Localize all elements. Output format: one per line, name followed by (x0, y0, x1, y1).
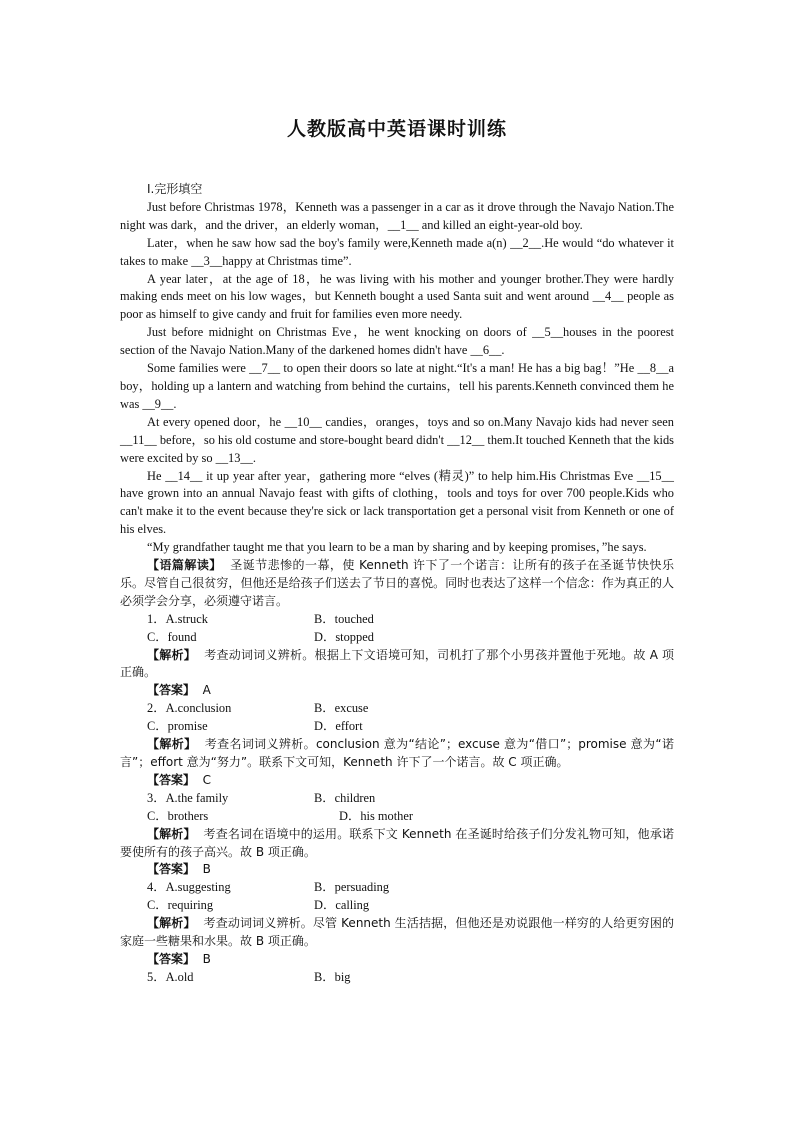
option-d: D．stopped (314, 629, 374, 644)
analysis-note (120, 736, 674, 772)
section-heading: Ⅰ.完形填空 (147, 182, 203, 196)
option-b: B．children (314, 790, 376, 805)
passage-paragraph: “My grandfather taught me that you learn to be a man by sharing and by keeping promises，”he says. (147, 540, 647, 555)
analysis-note (120, 915, 674, 951)
question-options (120, 700, 674, 718)
document-title: 人教版高中英语课时训练 (286, 118, 507, 140)
reading-tag: 【语篇解读】 (147, 558, 222, 573)
question-options (120, 879, 674, 897)
analysis-note (120, 647, 674, 683)
answer-tag: 【答案】 (147, 772, 196, 787)
answer-line (120, 951, 674, 969)
answer-value: B (202, 862, 211, 877)
analysis-text: 考查名词在语境中的运用。联系下文 Kenneth 在圣诞时给孩子们分发礼物可知，他承诺要使所有的孩子高兴。故 B 项正确。 (120, 826, 674, 859)
analysis-tag: 【解析】 (147, 647, 197, 662)
passage-paragraph: Just before midnight on Christmas Eve，he went knocking on doors of __5__houses in the poorest section of the Navajo Nation.Many of the darkened homes didn't have __6__. (120, 325, 674, 358)
passage-paragraph: A year later，at the age of 18，he was living with his mother and younger brother.They were hardly making ends meet on his low wages，but Kenneth bought a used Santa suit and went around __4__ people as poor as himself to give candy and fruit for families even more needy. (120, 271, 674, 322)
option-a: 1．A.struck (147, 611, 208, 626)
analysis-text: 考查动词词义辨析。根据上下文语境可知，司机打了那个小男孩并置他于死地。故 A 项正确。 (120, 647, 674, 680)
option-a: 3．A.the family (147, 790, 229, 805)
passage-paragraph: Some families were __7__ to open their doors so late at night.“It's a man! He has a big bag！”He __8__a boy，holding up a lantern and watching from behind the curtains，tell his parents.Kenneth convinced them he was __9__. (120, 361, 674, 411)
question-options (120, 611, 674, 629)
analysis-tag: 【解析】 (147, 826, 196, 841)
option-d: D．his mother (339, 808, 413, 823)
question-options (120, 629, 674, 647)
option-b: B．persuading (314, 880, 390, 895)
question-options (120, 897, 674, 915)
answer-value: A (202, 683, 211, 698)
reading-text: 圣诞节悲惨的一幕，使 Kenneth 许下了一个诺言：让所有的孩子在圣诞节快快乐乐。尽管自己很贫穷，但他还是给孩子们送去了节日的喜悦。同时也表达了这样一个信念：作为真正的人必须学会分享，必须遵守诺言。 (120, 558, 674, 608)
answer-line (120, 861, 674, 879)
passage-paragraph: He __14__ it up year after year，gathering more “elves (精灵)” to help him.His Christmas Eve __15__ have grown into an annual Navajo feast with gifts of clothing，tools and toys for over 700 people.Kids who can't make it to the event because they're sick or lack transportation get a personal visit from Kenneth or one of his elves. (120, 468, 674, 537)
question-options (120, 969, 674, 987)
question-options (120, 808, 674, 826)
reading-note (120, 557, 674, 611)
option-a: 4．A.suggesting (147, 880, 231, 895)
option-d: D．calling (314, 898, 370, 913)
analysis-text: 考查名词词义辨析。conclusion 意为“结论”；excuse 意为“借口”；promise 意为“诺言”；effort 意为“努力”。联系下文可知，Kenneth 许下了一个诺言。故 C 项正确。 (120, 737, 674, 769)
passage-paragraph: At every opened door，he __10__ candies，oranges，toys and so on.Many Navajo kids had never seen __11__ before，so his old costume and store-bought beard didn't __12__ them.It touched Kenneth that the kids were excited by so __13__. (120, 414, 674, 465)
option-c: C．requiring (147, 898, 214, 913)
option-c: C．found (147, 629, 197, 644)
option-c: C．promise (147, 719, 208, 734)
option-a: 5．A.old (147, 969, 194, 984)
answer-tag: 【答案】 (147, 683, 196, 698)
option-b: B．touched (314, 611, 374, 626)
analysis-tag: 【解析】 (147, 737, 197, 752)
passage-paragraph: Just before Christmas 1978，Kenneth was a passenger in a car as it drove through the Navajo Nation.The night was dark，and the driver，an elderly woman，__1__ and killed an eight-year-old boy. (120, 199, 674, 232)
analysis-text: 考查动词词义辨析。尽管 Kenneth 生活拮据，但他还是劝说跟他一样穷的人给更穷困的家庭一些糖果和水果。故 B 项正确。 (120, 916, 674, 949)
question-options (120, 790, 674, 808)
analysis-tag: 【解析】 (147, 916, 196, 931)
option-d: D．effort (314, 719, 363, 734)
document-body (120, 181, 674, 987)
option-c: C．brothers (147, 808, 209, 823)
answer-line (120, 772, 674, 790)
option-a: 2．A.conclusion (147, 701, 232, 716)
answer-value: C (202, 772, 212, 787)
answer-line (120, 682, 674, 700)
answer-value: B (202, 951, 211, 966)
analysis-note (120, 826, 674, 862)
answer-tag: 【答案】 (147, 951, 196, 966)
passage-paragraph: Later，when he saw how sad the boy's family were,Kenneth made a(n) __2__.He would “do whatever it takes to make __3__happy at Christmas time”. (120, 235, 674, 268)
option-b: B．big (314, 969, 351, 984)
option-b: B．excuse (314, 701, 369, 716)
question-options (120, 718, 674, 736)
answer-tag: 【答案】 (147, 862, 196, 877)
